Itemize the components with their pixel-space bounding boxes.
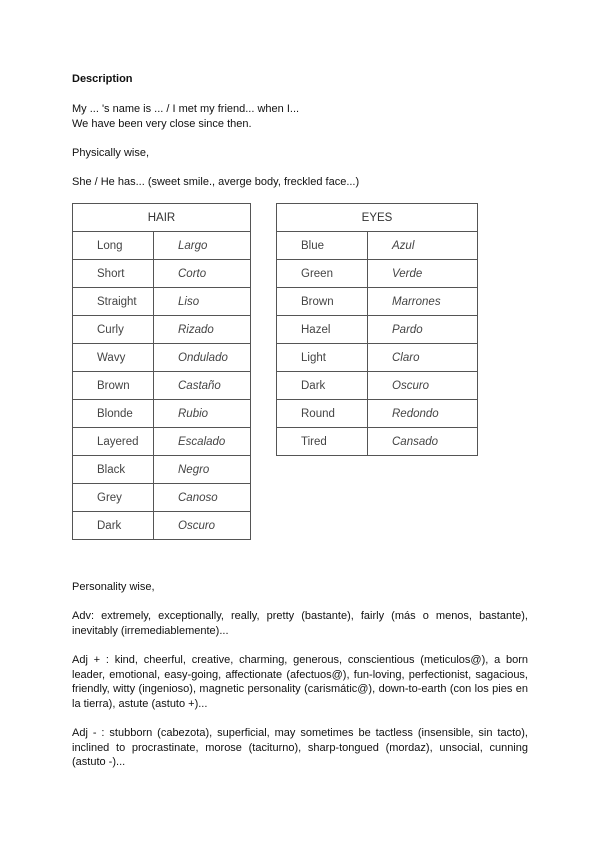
english-term: Light bbox=[277, 344, 368, 372]
table-row bbox=[73, 400, 251, 428]
english-term: Brown bbox=[73, 372, 154, 400]
spanish-translation: Escalado bbox=[154, 428, 251, 456]
english-term: Wavy bbox=[73, 344, 154, 372]
hair-table-header: HAIR bbox=[73, 204, 251, 232]
english-term: Blonde bbox=[73, 400, 154, 428]
intro-line-1: My ... 's name is ... / I met my friend... when I... bbox=[72, 103, 300, 115]
eyes-table-header: EYES bbox=[277, 204, 478, 232]
personality-wise-label: Personality wise, bbox=[72, 581, 155, 593]
english-term: Blue bbox=[277, 232, 368, 260]
eyes-vocabulary-table bbox=[276, 203, 478, 456]
spanish-translation: Castaño bbox=[154, 372, 251, 400]
document-heading: Description bbox=[72, 73, 133, 85]
spanish-translation: Azul bbox=[368, 232, 478, 260]
table-row bbox=[277, 260, 478, 288]
spanish-translation: Rizado bbox=[154, 316, 251, 344]
english-term: Black bbox=[73, 456, 154, 484]
spanish-translation: Oscuro bbox=[154, 512, 251, 540]
physical-description-prompt: She / He has... (sweet smile., averge body, freckled face...) bbox=[72, 176, 360, 188]
english-term: Dark bbox=[73, 512, 154, 540]
table-row bbox=[277, 372, 478, 400]
table-row bbox=[73, 456, 251, 484]
english-term: Round bbox=[277, 400, 368, 428]
positive-adjectives-paragraph: Adj + : kind, cheerful, creative, charming, generous, conscientious (meticulos@), a born leader, emotional, easy-going, affectionate (afectuos@), fun-loving, perfectionist, sagacious, friendly, witty (ingenioso), magnetic personality (carismátic@), down-to-earth (con los pies en la tierra), astute (astuto +)... bbox=[72, 654, 528, 710]
table-row bbox=[277, 232, 478, 260]
table-row bbox=[73, 484, 251, 512]
spanish-translation: Marrones bbox=[368, 288, 478, 316]
table-row bbox=[73, 260, 251, 288]
spanish-translation: Cansado bbox=[368, 428, 478, 456]
table-row bbox=[277, 400, 478, 428]
english-term: Straight bbox=[73, 288, 154, 316]
english-term: Dark bbox=[277, 372, 368, 400]
table-row bbox=[73, 288, 251, 316]
table-row bbox=[73, 372, 251, 400]
table-row bbox=[277, 288, 478, 316]
english-term: Layered bbox=[73, 428, 154, 456]
spanish-translation: Verde bbox=[368, 260, 478, 288]
adverbs-paragraph: Adv: extremely, exceptionally, really, pretty (bastante), fairly (más o menos, bastante), inevitably (irremediablemente)... bbox=[72, 610, 528, 637]
english-term: Short bbox=[73, 260, 154, 288]
hair-vocabulary-table bbox=[72, 203, 251, 540]
english-term: Grey bbox=[73, 484, 154, 512]
table-row bbox=[73, 344, 251, 372]
negative-adjectives-paragraph: Adj - : stubborn (cabezota), superficial, may sometimes be tactless (insensible, sin tacto), inclined to procrastinate, morose (taciturno), sharp-tongued (mordaz), unsocial, cunning (astuto -)... bbox=[72, 727, 528, 768]
table-row bbox=[277, 316, 478, 344]
spanish-translation: Liso bbox=[154, 288, 251, 316]
table-row bbox=[73, 512, 251, 540]
spanish-translation: Canoso bbox=[154, 484, 251, 512]
english-term: Curly bbox=[73, 316, 154, 344]
spanish-translation: Largo bbox=[154, 232, 251, 260]
english-term: Hazel bbox=[277, 316, 368, 344]
table-row bbox=[73, 316, 251, 344]
spanish-translation: Redondo bbox=[368, 400, 478, 428]
spanish-translation: Rubio bbox=[154, 400, 251, 428]
table-row bbox=[277, 428, 478, 456]
physically-wise-label: Physically wise, bbox=[72, 147, 150, 159]
english-term: Tired bbox=[277, 428, 368, 456]
spanish-translation: Corto bbox=[154, 260, 251, 288]
spanish-translation: Ondulado bbox=[154, 344, 251, 372]
spanish-translation: Negro bbox=[154, 456, 251, 484]
spanish-translation: Pardo bbox=[368, 316, 478, 344]
intro-line-2: We have been very close since then. bbox=[72, 118, 252, 130]
table-row bbox=[277, 344, 478, 372]
english-term: Brown bbox=[277, 288, 368, 316]
table-row bbox=[73, 428, 251, 456]
english-term: Green bbox=[277, 260, 368, 288]
spanish-translation: Oscuro bbox=[368, 372, 478, 400]
spanish-translation: Claro bbox=[368, 344, 478, 372]
table-row bbox=[73, 232, 251, 260]
english-term: Long bbox=[73, 232, 154, 260]
